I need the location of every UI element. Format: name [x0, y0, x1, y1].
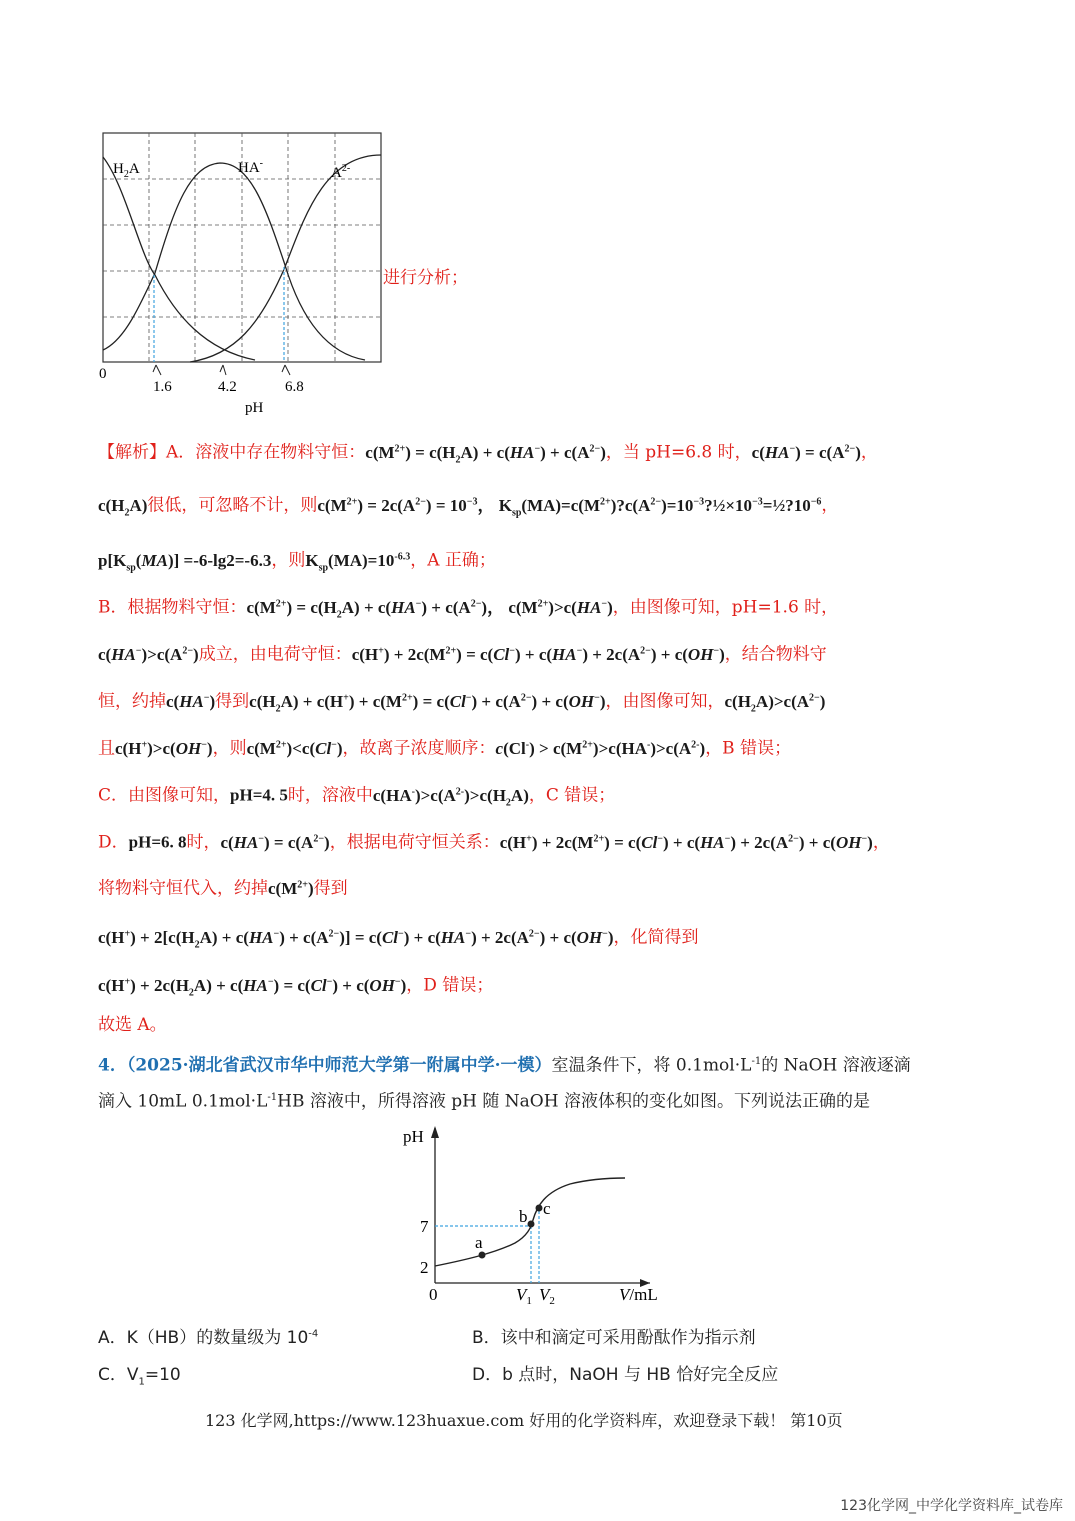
b3-end: ，由图像可知，	[605, 691, 725, 712]
label-v2: $V_2$	[539, 1285, 555, 1307]
analysis-line-4	[98, 592, 838, 627]
chart1-trail: 进行分析；	[383, 268, 468, 288]
formula: $c(HA^-) = c(A^{2-})$	[751, 442, 861, 462]
formula: $c(H_2A) + c(H^+) + c(M^{2+}) = c(Cl^-) + c(A^{2-}) + c(OH^-)$	[249, 691, 606, 715]
ytick-7: 7	[420, 1217, 429, 1236]
formula: $c(M^{2+})<c(Cl^-)$	[246, 738, 343, 758]
point-c	[536, 1205, 543, 1212]
option-c[interactable]: C．$V_1=10$	[98, 1365, 181, 1388]
b2-mid: 成立，由电荷守恒：	[198, 644, 352, 665]
label-c: c	[543, 1199, 551, 1218]
a3-end: ，A 正确；	[410, 550, 496, 571]
d1-mid: 时，	[186, 832, 221, 853]
question4-line-2: 滴入 10mL $0.1mol\cdot L^{-1}HB$ 溶液中，所得溶液 pH 随 NaOH 溶液体积的变化如图。下列说法正确的是	[98, 1091, 870, 1112]
formula: c(HA−)	[166, 691, 216, 711]
formula: $p[K_{sp}(MA)] =-6-\lg 2=-6.3$	[98, 550, 272, 574]
analysis-line-12	[98, 970, 493, 1005]
formula: $c(H^+) + 2c(M^{2+}) = c(Cl^-) + c(HA^-) + 2c(A^{2-}) + c(OH^-)$	[499, 832, 873, 852]
formula: $c(M^{2+})$	[268, 878, 314, 898]
label-b: b	[519, 1207, 528, 1226]
d1-pre: D．	[98, 832, 129, 853]
ylabel-ph: pH	[403, 1127, 424, 1146]
a1-mid: ，当 pH=6.8 时，	[605, 442, 752, 463]
analysis-line-2: $c(H_2A)$很低，可忽略不计，则$c(M^{2+}) = 2c(A^{2-}) = 10^{-3}$， $K_{sp}(MA)=c(M^{2+})?c(A^{2-})=10^{-3}?\frac{1}{2}\times 10^{-3}=\frac{1}{2}?10^{-6}$，	[98, 495, 839, 519]
xlabel-v: V/mL	[619, 1285, 658, 1304]
d2-end: 得到	[313, 878, 348, 899]
formula: $c(HA^-)>c(A^{2-})$	[98, 644, 199, 664]
analysis-line-7	[98, 733, 791, 761]
d1-mid2: ，根据电荷守恒关系：	[329, 832, 500, 853]
b3-mid: 得到	[215, 691, 250, 712]
formula: $c(M^{2+}) = 2c(A^{2-}) = 10^{-3}$， $K_{sp}(MA)=c(M^{2+})?c(A^{2-})=10^{-3}?\frac{1}{2}\times 10^{-3}=\frac{1}{2}?10^{-6}$	[317, 495, 822, 519]
formula: $c(M^{2+}) = c(H_2A) + c(HA^-) + c(A^{2-})$	[365, 442, 606, 466]
b4-mid2: ，故离子浓度顺序：	[342, 738, 496, 759]
tick-1.6: 1.6	[153, 379, 172, 395]
q4-text1: 室温条件下，将 0.1mol·L	[551, 1055, 752, 1076]
formula: $c(Cl^-) > c(M^{2+})>c(HA^-)>c(A^{2-})$	[495, 738, 706, 758]
tick-0: 0	[99, 366, 107, 382]
titration-chart-svg	[395, 1118, 675, 1313]
analysis-line-9: D．pH=6. 8时，$c(HA^-) = c(A^{2-})$，根据电荷守恒关系：$c(H^+) + 2c(M^{2+}) = c(Cl^-) + c(HA^-) + 2c(A^{2-}) + c(OH^-)$，	[98, 832, 890, 853]
formula: $c(H_2A)$	[98, 495, 148, 519]
b4-mid: ，则	[212, 738, 247, 759]
a2-pre: 很低，可忽略不计，则	[147, 495, 318, 516]
option-b[interactable]: B．该中和滴定可采用酚酞作为指示剂	[472, 1328, 756, 1348]
ytick-2: 2	[420, 1258, 429, 1277]
a1-pre: 【解析】A．溶液中存在物料守恒：	[98, 442, 366, 463]
a2-label: $A^{2-}$	[331, 163, 351, 181]
analysis-line-8	[98, 780, 615, 815]
ha-curve	[103, 163, 365, 360]
titration-chart	[395, 1118, 675, 1313]
d3-end: ，化简得到	[613, 927, 699, 948]
page-footer: 123 化学网,https://www.123huaxue.com 好用的化学资料库，欢迎登录下载！ 第10页	[205, 1411, 843, 1430]
xlabel-ph: pH	[245, 400, 264, 416]
b4-end: ，B 错误；	[705, 738, 792, 759]
question4-line-1: 4．（2025·湖北省武汉市华中师范大学第一附属中学·一模）室温条件下，将 $0.1mol\cdot L^{-1}$的 NaOH 溶液逐滴	[98, 1055, 911, 1076]
analysis-line-6	[98, 686, 825, 721]
formula: pH=4. 5	[230, 785, 288, 805]
label-a: a	[475, 1233, 483, 1252]
c1-pre: C．由图像可知，	[98, 785, 231, 806]
formula: $c(H_2A)>c(A^{2-})$	[724, 691, 826, 715]
d4-end: ，D 错误；	[406, 975, 494, 996]
analysis-line-1: 【解析】A．溶液中存在物料守恒：$c(M^{2+}) = c(H_2A) + c(HA^-) + c(A^{2-})$，当 pH=6.8 时，$c(HA^-) = c(A^{2-})$，	[98, 442, 878, 466]
a2-curve	[190, 155, 381, 362]
c1-mid: 时，溶液中	[287, 785, 373, 806]
b2-end: ，结合物料守	[724, 644, 827, 665]
b1-mid: ，由图像可知，pH=1.6 时，	[612, 597, 839, 618]
conclusion: 故选 A。	[98, 1015, 167, 1035]
q4-text1b: 的 NaOH 溶液逐滴	[761, 1055, 911, 1076]
question-number: 4．	[98, 1055, 127, 1076]
analysis-line-11	[98, 922, 699, 957]
origin-0: 0	[429, 1285, 438, 1304]
formula: $K_{sp}(MA)=10^{-6.3}$	[305, 550, 411, 574]
a3-post: ，则	[271, 550, 306, 571]
b1-pre: B．根据物料守恒：	[98, 597, 247, 618]
question-source: （2025·湖北省武汉市华中师范大学第一附属中学·一模）	[126, 1055, 552, 1076]
formula: $c(HA^-) = c(A^{2-})$	[220, 832, 330, 852]
tick-4.2: 4.2	[218, 379, 237, 395]
ha-label: HA-	[238, 158, 264, 176]
formula: pH=6. 8	[128, 832, 187, 852]
option-d[interactable]: D．b 点时，NaOH 与 HB 恰好完全反应	[472, 1365, 779, 1385]
d2-pre: 将物料守恒代入，约掉	[98, 878, 268, 899]
b4-pre: 且	[98, 738, 115, 759]
formula: $c(H^+) + 2c(H_2A) + c(HA^-) = c(Cl^-) + c(OH^-)$	[98, 975, 407, 999]
formula: $c(HA^-)>c(A^{2-})>c(H_2A)$	[372, 785, 529, 809]
formula: $c(M^{2+}) = c(H_2A) + c(HA^-) + c(A^{2-})$， $c(M^{2+})>c(HA^-)$	[246, 597, 613, 621]
option-a[interactable]: A．K（HB）的数量级为 $10^{-4}$	[98, 1328, 319, 1348]
b3-pre: 恒，约掉	[98, 691, 166, 712]
analysis-line-3	[98, 545, 496, 580]
point-b	[528, 1221, 535, 1228]
analysis-line-10	[98, 873, 348, 901]
analysis-line-5	[98, 639, 827, 667]
formula: c(H+)>c(OH−)	[115, 738, 213, 758]
formula: $c(H^+) + 2c(M^{2+}) = c(Cl^-) + c(HA^-) + 2c(A^{2-}) + c(OH^-)$	[351, 644, 725, 664]
tick-6.8: 6.8	[285, 379, 304, 395]
h2a-label: $H_2A$	[113, 161, 140, 180]
point-a	[479, 1252, 486, 1259]
watermark: 123化学网_中学化学资料库_试卷库	[840, 1498, 1063, 1514]
q4-text2b: HB 溶液中，所得溶液 pH 随 NaOH 溶液体积的变化如图。下列说法正确的是	[277, 1091, 870, 1112]
label-v1: $V_1$	[516, 1285, 532, 1307]
formula: $c(H^+) + 2[c(H_2A) + c(HA^-) + c(A^{2-})] = c(Cl^-) + c(HA^-) + 2c(A^{2-}) + c(OH^-)$	[98, 927, 614, 951]
q4-text2: 滴入 10mL 0.1mol·L	[98, 1091, 268, 1112]
c1-end: ，C 错误；	[528, 785, 616, 806]
